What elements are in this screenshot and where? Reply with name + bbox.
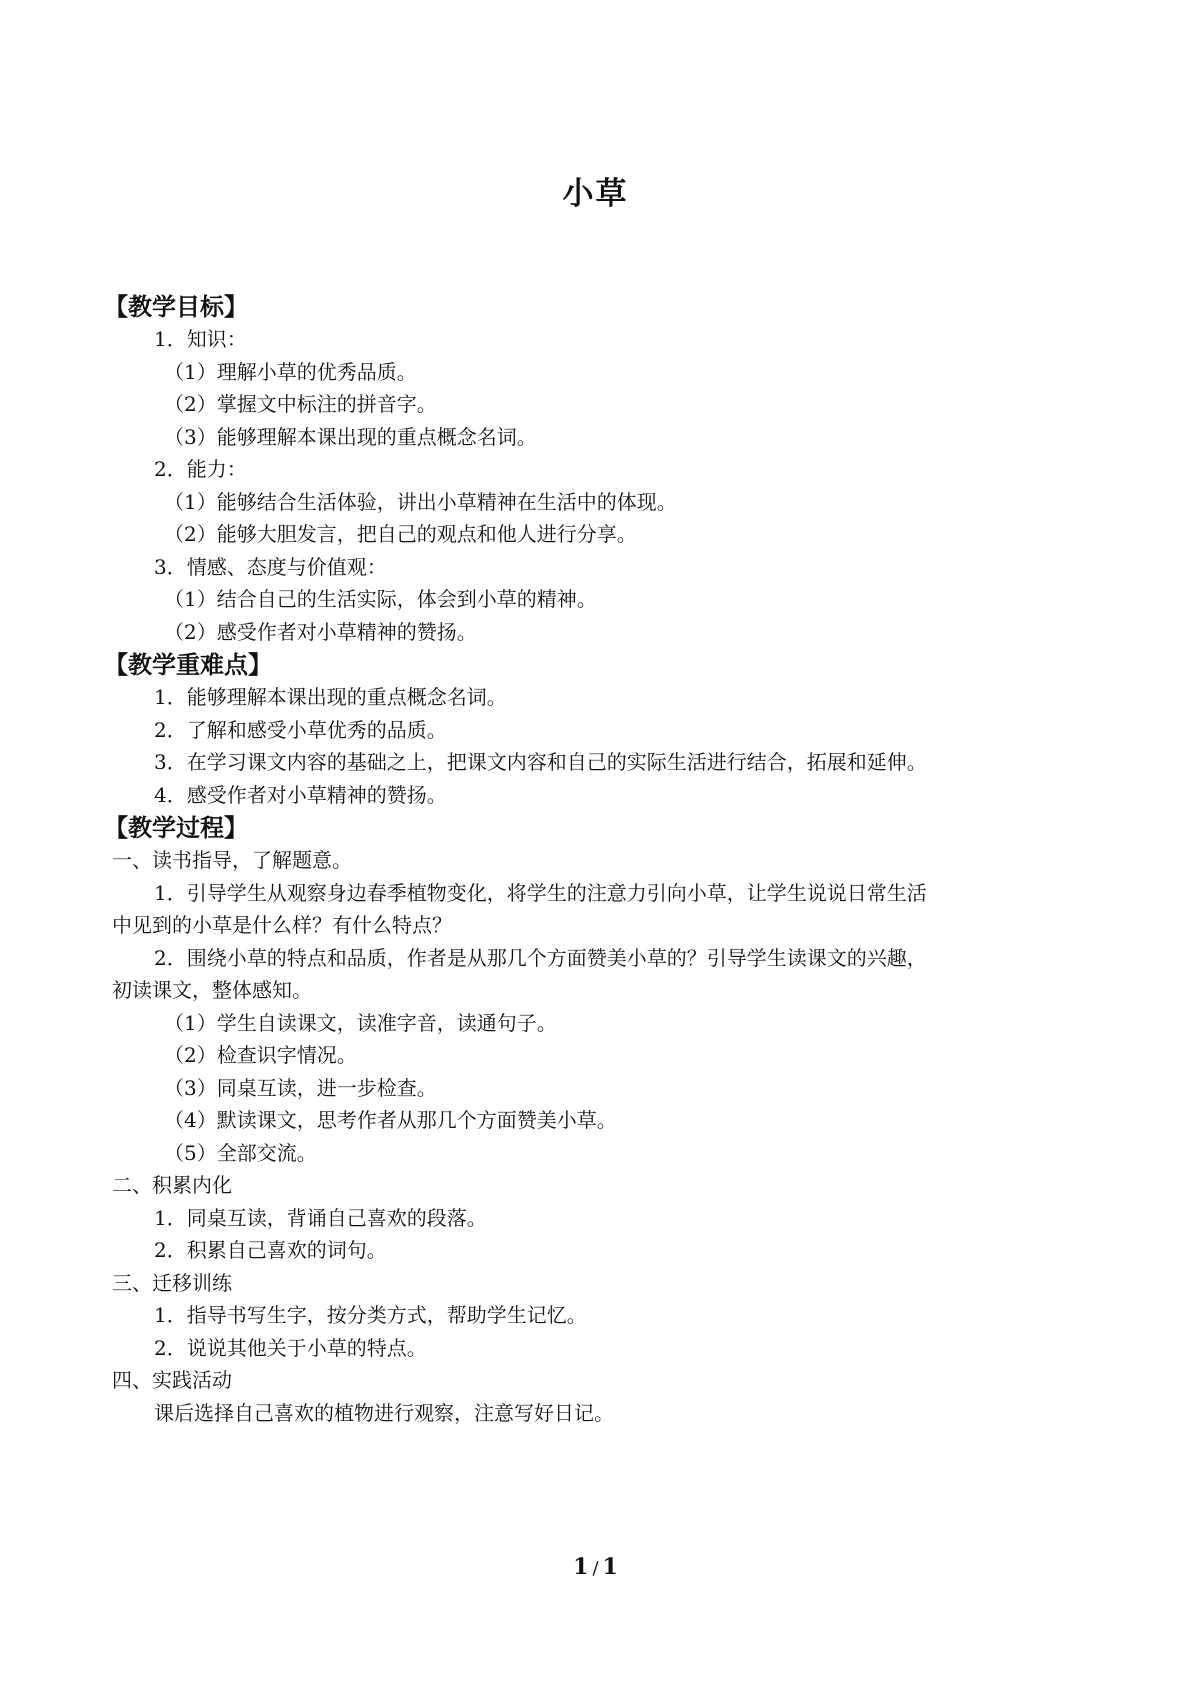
goals-knowledge: 1．知识： xyxy=(154,327,247,351)
process-s1-p1-line2: 中见到的小草是什么样？有什么特点？ xyxy=(112,913,452,937)
goals-a1: （1）能够结合生活体验，讲出小草精神在生活中的体现。 xyxy=(164,489,677,514)
key-point-3: 3．在学习课文内容的基础之上，把课文内容和自己的实际生活进行结合，拓展和延伸。 xyxy=(154,750,927,774)
process-s1-item-1: （1）学生自读课文，读准字音，读通句子。 xyxy=(164,1010,557,1035)
process-s1-p2-line2: 初读课文，整体感知。 xyxy=(112,978,312,1002)
process-s3-p1: 1．指导书写生字，按分类方式，帮助学生记忆。 xyxy=(154,1303,587,1327)
process-s1-item-5: （5）全部交流。 xyxy=(164,1140,317,1165)
total-pages: 1 xyxy=(602,1554,618,1580)
key-point-2: 2．了解和感受小草优秀的品质。 xyxy=(154,717,447,742)
current-page: 1 xyxy=(573,1554,589,1580)
process-step-3: 三、迁移训练 xyxy=(112,1270,232,1295)
page-separator: / xyxy=(592,1558,599,1579)
goals-k1: （1）理解小草的优秀品质。 xyxy=(164,359,417,384)
goals-e2: （2）感受作者对小草精神的赞扬。 xyxy=(164,619,477,644)
document-body xyxy=(104,290,1092,1429)
process-step-1: 一、读书指导，了解题意。 xyxy=(112,848,352,872)
process-s2-p1: 1．同桌互读，背诵自己喜欢的段落。 xyxy=(154,1205,487,1230)
process-step-2: 二、积累内化 xyxy=(112,1173,232,1197)
process-s1-item-3: （3）同桌互读，进一步检查。 xyxy=(164,1075,437,1100)
process-s2-p2: 2．积累自己喜欢的词句。 xyxy=(154,1238,387,1262)
page-number xyxy=(0,1554,1191,1580)
key-point-4: 4．感受作者对小草精神的赞扬。 xyxy=(154,782,447,807)
key-point-1: 1．能够理解本课出现的重点概念名词。 xyxy=(154,685,507,709)
goals-emotion: 3．情感、态度与价值观： xyxy=(154,554,387,579)
goals-a2: （2）能够大胆发言，把自己的观点和他人进行分享。 xyxy=(164,522,637,546)
process-s1-p2-line1: 2．围绕小草的特点和品质，作者是从那几个方面赞美小草的？引导学生读课文的兴趣， xyxy=(154,945,927,970)
goals-k3: （3）能够理解本课出现的重点概念名词。 xyxy=(164,424,537,449)
process-s1-p1-line1: 1．引导学生从观察身边春季植物变化，将学生的注意力引向小草，让学生说说日常生活 xyxy=(154,880,927,905)
goals-ability: 2．能力： xyxy=(154,457,247,481)
process-s3-p2: 2．说说其他关于小草的特点。 xyxy=(154,1335,427,1360)
section-heading-goals: 【教学目标】 xyxy=(104,292,248,321)
process-step-4: 四、实践活动 xyxy=(112,1368,232,1392)
goals-k2: （2）掌握文中标注的拼音字。 xyxy=(164,392,437,416)
goals-e1: （1）结合自己的生活实际，体会到小草的精神。 xyxy=(164,587,597,611)
process-s4-p1: 课后选择自己喜欢的植物进行观察，注意写好日记。 xyxy=(154,1400,614,1425)
section-heading-key-points: 【教学重难点】 xyxy=(104,650,272,679)
section-heading-process: 【教学过程】 xyxy=(104,813,248,842)
process-s1-item-2: （2）检查识字情况。 xyxy=(164,1043,357,1067)
process-s1-item-4: （4）默读课文，思考作者从那几个方面赞美小草。 xyxy=(164,1108,617,1132)
page-title: 小草 xyxy=(562,176,629,212)
